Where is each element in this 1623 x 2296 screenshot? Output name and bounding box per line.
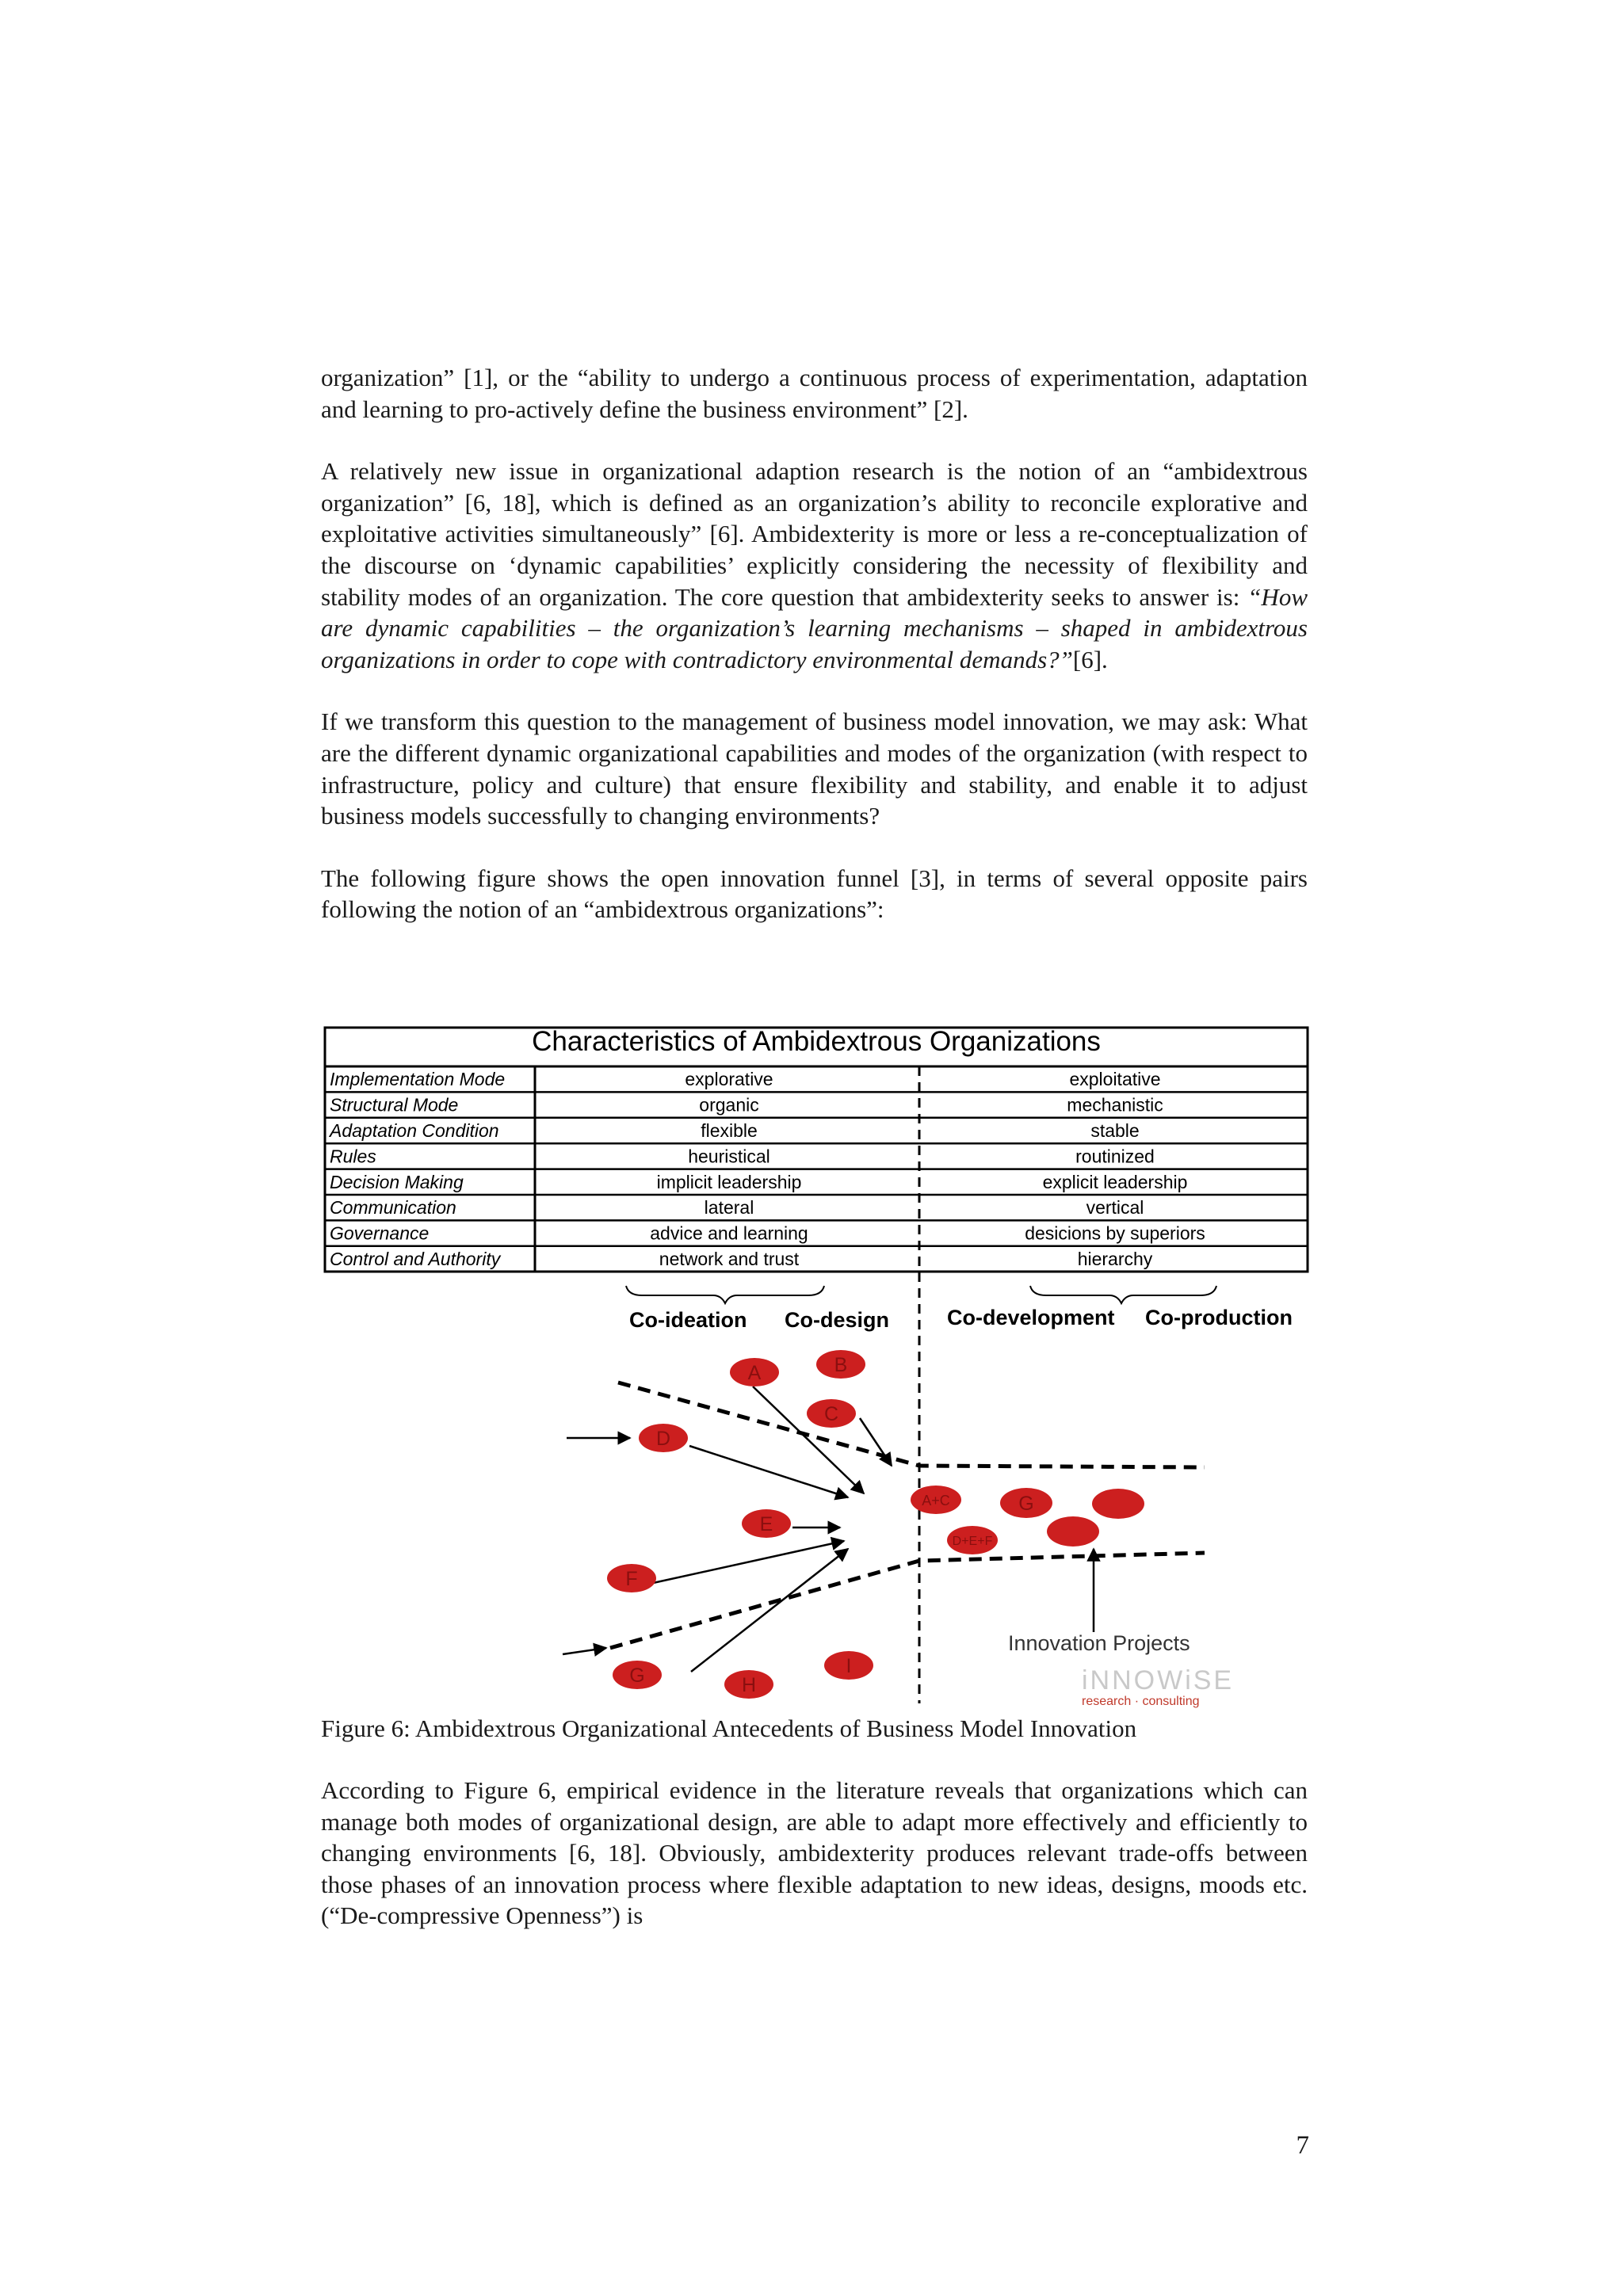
brace-right (1030, 1286, 1216, 1303)
table-cell-right: routinized (1075, 1146, 1155, 1167)
node-b-label: B (834, 1354, 848, 1376)
node-a-plus-c-label: A+C (922, 1493, 950, 1508)
paragraph-3: If we transform this question to the management of business model innovation, we may ask: What are the different dynamic organizational capabilities and modes of the organization (with respect to infrastructure, policy and culture) that ensure flexibility and stability, and enable it to adjust business models successfully to changing environments? (321, 707, 1308, 830)
logo-subtitle: research · consulting (1082, 1695, 1200, 1708)
innovation-projects-label: Innovation Projects (1008, 1631, 1190, 1655)
node-b (816, 1350, 865, 1379)
table-cell-label: Implementation Mode (330, 1069, 506, 1090)
paragraph-1: organization” [1], or the “ability to undergo a continuous process of experimentation, adaptation and learning to pro-actively define the business environment” [2]. (321, 364, 1308, 423)
table-title: Characteristics of Ambidextrous Organizations (532, 1026, 1101, 1057)
node-project-blank-1 (1092, 1489, 1144, 1519)
node-c (807, 1399, 856, 1428)
node-e (742, 1509, 791, 1538)
brace-left (626, 1286, 824, 1303)
node-g-label: G (629, 1665, 645, 1687)
table-cell-right: exploitative (1069, 1069, 1161, 1090)
node-d-e-f-label: D+E+F (952, 1535, 993, 1548)
node-c-label: C (823, 1403, 839, 1425)
paragraph-2-ref: [6]. (1072, 645, 1108, 673)
table-cell-label: Structural Mode (330, 1094, 459, 1116)
funnel-upper-boundary (618, 1383, 1205, 1467)
node-d (639, 1424, 688, 1452)
node-a-plus-c (911, 1486, 961, 1514)
input-arrow-bottom (563, 1648, 606, 1654)
body-text-bottom (321, 1775, 1308, 1932)
node-d-e-f (947, 1526, 998, 1554)
node-h-label: H (741, 1674, 757, 1696)
node-a-label: A (747, 1362, 762, 1384)
node-project-blank-2 (1047, 1516, 1099, 1547)
arrow-c (860, 1418, 892, 1466)
table-cell-left: lateral (704, 1197, 754, 1219)
phase-co-ideation: Co-ideation (629, 1308, 747, 1332)
table-cell-right: mechanistic (1067, 1094, 1163, 1116)
table-cell-right: hierarchy (1077, 1249, 1153, 1269)
paragraph-2 (321, 456, 1308, 675)
table-cell-label: Control and Authority (330, 1249, 501, 1269)
table-cell-left: organic (699, 1094, 759, 1116)
page-number: 7 (1296, 2131, 1309, 2160)
node-g (613, 1661, 662, 1689)
arrow-d (689, 1446, 848, 1497)
table-cell-label: Rules (330, 1146, 376, 1167)
table-cell-right: stable (1090, 1120, 1140, 1141)
table-cell-left: heuristical (688, 1146, 770, 1167)
table-cell-right: desicions by superiors (1025, 1222, 1205, 1244)
node-f (607, 1564, 656, 1592)
innowise-logo (1082, 1665, 1234, 1708)
logo-name: iNNOWiSE (1082, 1665, 1235, 1695)
node-g-project-label: G (1018, 1493, 1034, 1515)
body-text-top (321, 362, 1308, 925)
phase-co-production: Co-production (1145, 1306, 1293, 1329)
table-cell-left: network and trust (659, 1249, 800, 1269)
table-cell-label: Adaptation Condition (330, 1120, 499, 1141)
table-cell-left: advice and learning (650, 1222, 808, 1244)
node-i (824, 1651, 873, 1680)
arrows (563, 1386, 1094, 1672)
paragraph-5: According to Figure 6, empirical evidence in the literature reveals that organizations which can manage both modes of organizational design, are able to adapt more effectively and efficiently to changing environments [6, 18]. Obviously, ambidexterity produces relevant trade-offs between those phases of an innovation process where flexible adaptation to new ideas, designs, moods etc. (“De-compressive Openness”) is (321, 1776, 1308, 1930)
figure-caption: Figure 6: Ambidextrous Organizational Antecedents of Business Model Innovation (321, 1714, 1137, 1742)
node-e-label: E (759, 1513, 773, 1535)
node-d-label: D (655, 1428, 671, 1450)
paragraph-2-quote: “How are dynamic capabilities – the organization’s learning mechanisms – shaped in ambidextrous organizations in order to cope with contradictory environmental demands?” (321, 582, 1308, 673)
figure-6 (317, 1022, 1316, 1719)
node-f-label: F (625, 1568, 638, 1590)
table-cell-left: explorative (685, 1069, 773, 1090)
table-cell-label: Decision Making (330, 1171, 464, 1192)
paragraph-4: The following figure shows the open innovation funnel [3], in terms of several opposite pairs following the notion of an “ambidextrous organizations”: (321, 864, 1308, 924)
table-cell-left: flexible (701, 1120, 758, 1141)
table-cell-right: vertical (1086, 1197, 1144, 1219)
table-cell-left: implicit leadership (656, 1171, 802, 1192)
node-i-label: I (846, 1655, 852, 1677)
figure-6-graphic (317, 1022, 1316, 1719)
node-a (730, 1358, 779, 1386)
phase-co-design: Co-design (785, 1308, 889, 1332)
table-cell-right: explicit leadership (1042, 1171, 1188, 1192)
phase-co-development: Co-development (947, 1306, 1115, 1329)
node-h (724, 1670, 773, 1699)
paragraph-2-text: A relatively new issue in organizational adaption research is the notion of an “ambidextrous organization” [6, 18], which is defined as an organization’s ability to reconcile explorative and exploitative activities simultaneously” [6]. Ambidexterity is more or less a re-conceptualization of the discourse on ‘dynamic capabilities’ explicitly considering the necessity of flexibility and stability modes of an organization. The core question that ambidexterity seeks to answer is: (321, 457, 1308, 611)
arrow-f (646, 1541, 844, 1585)
arrow-g (691, 1549, 848, 1672)
table-cell-label: Communication (330, 1197, 456, 1219)
node-g-project (1000, 1488, 1052, 1518)
table-cell-label: Governance (330, 1222, 430, 1244)
